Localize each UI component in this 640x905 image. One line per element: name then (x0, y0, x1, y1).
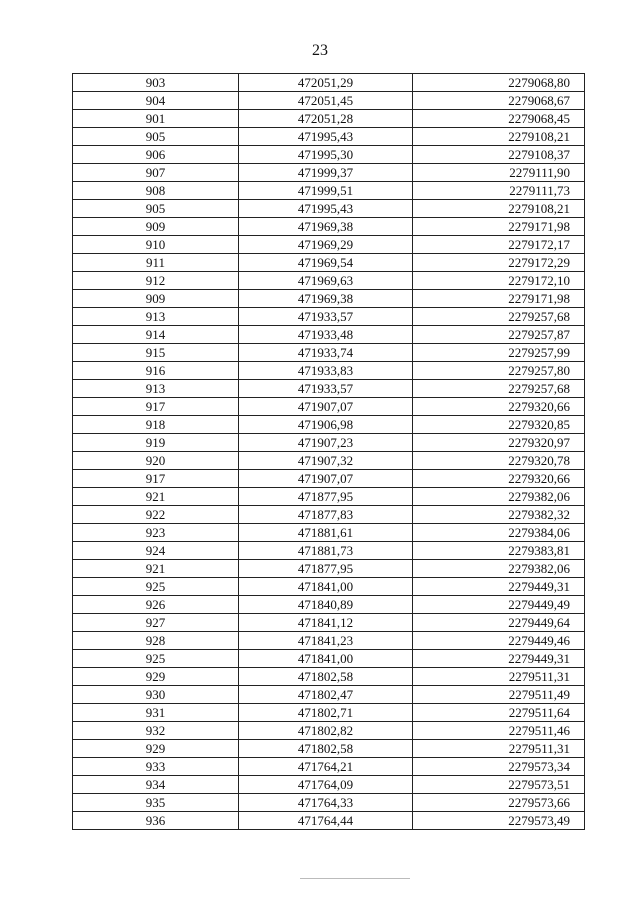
point-number-cell: 908 (73, 182, 239, 200)
x-coordinate-cell: 472051,45 (239, 92, 413, 110)
y-coordinate-cell: 2279511,31 (413, 668, 585, 686)
y-coordinate-cell: 2279257,99 (413, 344, 585, 362)
y-coordinate-cell: 2279320,66 (413, 398, 585, 416)
table-row (73, 722, 585, 740)
point-number-cell: 904 (73, 92, 239, 110)
point-number-cell: 917 (73, 398, 239, 416)
y-coordinate-cell: 2279108,37 (413, 146, 585, 164)
table-row (73, 596, 585, 614)
point-number-cell: 910 (73, 236, 239, 254)
page-number: 23 (312, 42, 328, 59)
table-row (73, 344, 585, 362)
x-coordinate-cell: 471877,95 (239, 560, 413, 578)
point-number-cell: 932 (73, 722, 239, 740)
x-coordinate-cell: 471999,51 (239, 182, 413, 200)
x-coordinate-cell: 471764,33 (239, 794, 413, 812)
x-coordinate-cell: 471907,23 (239, 434, 413, 452)
x-coordinate-cell: 471995,30 (239, 146, 413, 164)
x-coordinate-cell: 471933,57 (239, 380, 413, 398)
table-row (73, 794, 585, 812)
y-coordinate-cell: 2279449,46 (413, 632, 585, 650)
y-coordinate-cell: 2279108,21 (413, 200, 585, 218)
x-coordinate-cell: 471969,38 (239, 218, 413, 236)
point-number-cell: 923 (73, 524, 239, 542)
x-coordinate-cell: 471841,00 (239, 578, 413, 596)
x-coordinate-cell: 471841,00 (239, 650, 413, 668)
x-coordinate-cell: 471969,29 (239, 236, 413, 254)
table-row (73, 164, 585, 182)
table-row (73, 308, 585, 326)
y-coordinate-cell: 2279449,64 (413, 614, 585, 632)
x-coordinate-cell: 471764,09 (239, 776, 413, 794)
point-number-cell: 933 (73, 758, 239, 776)
x-coordinate-cell: 471995,43 (239, 200, 413, 218)
table-row (73, 272, 585, 290)
point-number-cell: 927 (73, 614, 239, 632)
y-coordinate-cell: 2279172,10 (413, 272, 585, 290)
point-number-cell: 926 (73, 596, 239, 614)
x-coordinate-cell: 471881,73 (239, 542, 413, 560)
table-row (73, 650, 585, 668)
y-coordinate-cell: 2279573,66 (413, 794, 585, 812)
point-number-cell: 930 (73, 686, 239, 704)
table-row (73, 758, 585, 776)
x-coordinate-cell: 471881,61 (239, 524, 413, 542)
table-row (73, 182, 585, 200)
point-number-cell: 901 (73, 110, 239, 128)
table-row (73, 326, 585, 344)
y-coordinate-cell: 2279111,73 (413, 182, 585, 200)
y-coordinate-cell: 2279449,31 (413, 650, 585, 668)
y-coordinate-cell: 2279068,80 (413, 74, 585, 92)
x-coordinate-cell: 471995,43 (239, 128, 413, 146)
y-coordinate-cell: 2279449,31 (413, 578, 585, 596)
table-row (73, 470, 585, 488)
point-number-cell: 906 (73, 146, 239, 164)
table-row (73, 236, 585, 254)
table-row (73, 740, 585, 758)
y-coordinate-cell: 2279172,29 (413, 254, 585, 272)
table-row (73, 218, 585, 236)
point-number-cell: 918 (73, 416, 239, 434)
y-coordinate-cell: 2279108,21 (413, 128, 585, 146)
x-coordinate-cell: 471877,83 (239, 506, 413, 524)
point-number-cell: 925 (73, 650, 239, 668)
x-coordinate-cell: 472051,28 (239, 110, 413, 128)
table-row (73, 668, 585, 686)
point-number-cell: 909 (73, 290, 239, 308)
y-coordinate-cell: 2279511,31 (413, 740, 585, 758)
y-coordinate-cell: 2279172,17 (413, 236, 585, 254)
x-coordinate-cell: 471764,21 (239, 758, 413, 776)
y-coordinate-cell: 2279573,49 (413, 812, 585, 830)
x-coordinate-cell: 471841,23 (239, 632, 413, 650)
y-coordinate-cell: 2279573,34 (413, 758, 585, 776)
coordinates-table (72, 73, 585, 830)
x-coordinate-cell: 471907,07 (239, 398, 413, 416)
x-coordinate-cell: 471764,44 (239, 812, 413, 830)
table-row (73, 290, 585, 308)
table-row (73, 452, 585, 470)
x-coordinate-cell: 471907,32 (239, 452, 413, 470)
point-number-cell: 928 (73, 632, 239, 650)
x-coordinate-cell: 471969,54 (239, 254, 413, 272)
point-number-cell: 907 (73, 164, 239, 182)
point-number-cell: 920 (73, 452, 239, 470)
y-coordinate-cell: 2279511,64 (413, 704, 585, 722)
x-coordinate-cell: 471933,74 (239, 344, 413, 362)
table-row (73, 254, 585, 272)
x-coordinate-cell: 471802,58 (239, 740, 413, 758)
point-number-cell: 921 (73, 560, 239, 578)
point-number-cell: 936 (73, 812, 239, 830)
x-coordinate-cell: 471802,82 (239, 722, 413, 740)
y-coordinate-cell: 2279384,06 (413, 524, 585, 542)
table-row (73, 362, 585, 380)
x-coordinate-cell: 471841,12 (239, 614, 413, 632)
point-number-cell: 913 (73, 380, 239, 398)
x-coordinate-cell: 471802,58 (239, 668, 413, 686)
table-row (73, 434, 585, 452)
table-row (73, 776, 585, 794)
point-number-cell: 913 (73, 308, 239, 326)
table-row (73, 560, 585, 578)
point-number-cell: 912 (73, 272, 239, 290)
table-row (73, 146, 585, 164)
y-coordinate-cell: 2279449,49 (413, 596, 585, 614)
y-coordinate-cell: 2279171,98 (413, 218, 585, 236)
y-coordinate-cell: 2279257,80 (413, 362, 585, 380)
point-number-cell: 929 (73, 668, 239, 686)
x-coordinate-cell: 471802,47 (239, 686, 413, 704)
point-number-cell: 917 (73, 470, 239, 488)
table-row (73, 74, 585, 92)
y-coordinate-cell: 2279111,90 (413, 164, 585, 182)
x-coordinate-cell: 471969,38 (239, 290, 413, 308)
point-number-cell: 916 (73, 362, 239, 380)
x-coordinate-cell: 471999,37 (239, 164, 413, 182)
x-coordinate-cell: 471933,83 (239, 362, 413, 380)
point-number-cell: 914 (73, 326, 239, 344)
y-coordinate-cell: 2279382,32 (413, 506, 585, 524)
y-coordinate-cell: 2279382,06 (413, 488, 585, 506)
point-number-cell: 903 (73, 74, 239, 92)
y-coordinate-cell: 2279382,06 (413, 560, 585, 578)
coordinates-table-body (73, 74, 585, 830)
table-row (73, 506, 585, 524)
point-number-cell: 905 (73, 200, 239, 218)
point-number-cell: 925 (73, 578, 239, 596)
y-coordinate-cell: 2279320,97 (413, 434, 585, 452)
y-coordinate-cell: 2279320,66 (413, 470, 585, 488)
point-number-cell: 924 (73, 542, 239, 560)
page-bottom-rule (300, 878, 410, 879)
table-row (73, 632, 585, 650)
y-coordinate-cell: 2279573,51 (413, 776, 585, 794)
table-row (73, 398, 585, 416)
y-coordinate-cell: 2279068,67 (413, 92, 585, 110)
point-number-cell: 921 (73, 488, 239, 506)
y-coordinate-cell: 2279257,68 (413, 308, 585, 326)
point-number-cell: 915 (73, 344, 239, 362)
point-number-cell: 931 (73, 704, 239, 722)
x-coordinate-cell: 471969,63 (239, 272, 413, 290)
x-coordinate-cell: 471933,57 (239, 308, 413, 326)
x-coordinate-cell: 471906,98 (239, 416, 413, 434)
x-coordinate-cell: 471877,95 (239, 488, 413, 506)
y-coordinate-cell: 2279257,68 (413, 380, 585, 398)
point-number-cell: 905 (73, 128, 239, 146)
table-row (73, 488, 585, 506)
table-row (73, 380, 585, 398)
x-coordinate-cell: 472051,29 (239, 74, 413, 92)
point-number-cell: 935 (73, 794, 239, 812)
point-number-cell: 911 (73, 254, 239, 272)
point-number-cell: 909 (73, 218, 239, 236)
table-row (73, 524, 585, 542)
point-number-cell: 922 (73, 506, 239, 524)
table-row (73, 416, 585, 434)
table-row (73, 704, 585, 722)
y-coordinate-cell: 2279171,98 (413, 290, 585, 308)
table-row (73, 614, 585, 632)
y-coordinate-cell: 2279068,45 (413, 110, 585, 128)
table-row (73, 110, 585, 128)
table-row (73, 92, 585, 110)
table-row (73, 686, 585, 704)
y-coordinate-cell: 2279320,78 (413, 452, 585, 470)
x-coordinate-cell: 471840,89 (239, 596, 413, 614)
table-row (73, 812, 585, 830)
point-number-cell: 929 (73, 740, 239, 758)
table-row (73, 542, 585, 560)
point-number-cell: 919 (73, 434, 239, 452)
y-coordinate-cell: 2279511,46 (413, 722, 585, 740)
y-coordinate-cell: 2279511,49 (413, 686, 585, 704)
table-row (73, 200, 585, 218)
y-coordinate-cell: 2279257,87 (413, 326, 585, 344)
table-row (73, 128, 585, 146)
table-row (73, 578, 585, 596)
y-coordinate-cell: 2279320,85 (413, 416, 585, 434)
point-number-cell: 934 (73, 776, 239, 794)
x-coordinate-cell: 471802,71 (239, 704, 413, 722)
x-coordinate-cell: 471933,48 (239, 326, 413, 344)
x-coordinate-cell: 471907,07 (239, 470, 413, 488)
y-coordinate-cell: 2279383,81 (413, 542, 585, 560)
